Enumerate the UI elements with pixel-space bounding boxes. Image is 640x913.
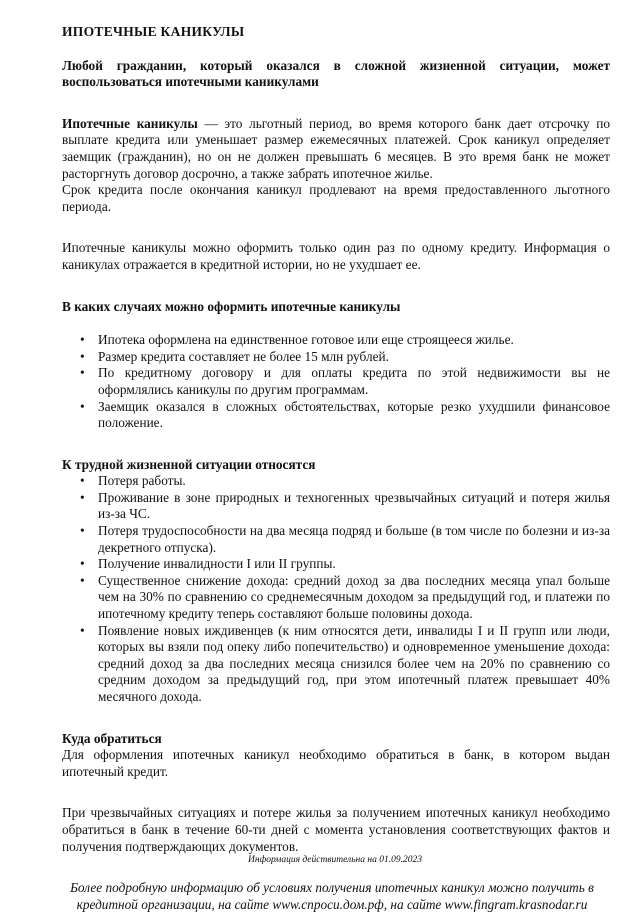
once-note-paragraph: Ипотечные каникулы можно оформить только один раз по одному кредиту. Информация о каникулах отражается в кредитной истории, но не ухудшает ее.	[62, 240, 610, 272]
intro-definition: — это льготный период, во время которого банк дает отсрочку по выплате кредита или уменьшает размер ежемесячных платежей. Срок каникул определяет заемщик (гражданин), но он не должен превышать 6 месяцев. В это время банк не может расторгнуть договор досрочно, а также забрать ипотечное жилье.	[62, 115, 610, 181]
bullet-icon: •	[80, 473, 85, 489]
cases-list	[62, 332, 610, 432]
list-item: • Потеря работы.	[80, 473, 186, 489]
page-title: ИПОТЕЧНЫЕ КАНИКУЛЫ	[62, 24, 245, 39]
bullet-icon: •	[80, 622, 85, 638]
intro-term: Ипотечные каникулы	[62, 115, 198, 131]
bullet-icon: •	[80, 489, 85, 505]
situations-list	[62, 473, 610, 705]
situations-heading: К трудной жизненной ситуации относятся	[62, 456, 316, 472]
bullet-icon: •	[80, 398, 85, 414]
list-item: • Потеря трудоспособности на два месяца подряд и больше (в том числе по болезни и из-за декретного отпуска).	[80, 523, 610, 555]
emergency-paragraph: При чрезвычайных ситуациях и потере жилья за получением ипотечных каникул необходимо обратиться в банк в течение 60-ти дней с момента установления соответствующих фактов и получения подтверждающих документов.	[62, 805, 610, 854]
list-item: • По кредитному договору и для оплаты кредита по этой недвижимости вы не оформлялись каникулы по другим программам.	[80, 365, 610, 397]
bullet-icon: •	[80, 523, 85, 539]
bullet-icon: •	[80, 572, 85, 588]
lead-paragraph: Любой гражданин, который оказался в сложной жизненной ситуации, может воспользоваться ипотечными каникулами	[62, 57, 610, 90]
list-item: • Проживание в зоне природных и техногенных чрезвычайных ситуаций и потеря жилья из-за ЧС.	[80, 489, 610, 522]
list-item: • Заемщик оказался в сложных обстоятельствах, которые резко ухудшили финансовое положение.	[80, 398, 610, 431]
bullet-icon: •	[80, 332, 85, 348]
where-heading: Куда обратиться	[62, 730, 162, 746]
bullet-icon: •	[80, 556, 85, 572]
where-paragraph: Для оформления ипотечных каникул необходимо обратиться в банк, в котором выдан ипотечный кредит.	[62, 747, 610, 779]
bullet-icon: •	[80, 348, 85, 364]
extension-paragraph: Срок кредита после окончания каникул продлевают на время предоставленного льготного периода.	[62, 182, 610, 214]
list-item: • Ипотека оформлена на единственное готовое или еще строящееся жилье.	[80, 332, 514, 348]
cases-heading: В каких случаях можно оформить ипотечные каникулы	[62, 298, 401, 314]
list-item: • Получение инвалидности I или II группы.	[80, 556, 336, 572]
list-item: • Размер кредита составляет не более 15 млн рублей.	[80, 348, 389, 364]
bullet-icon: •	[80, 365, 85, 381]
list-item: • Существенное снижение дохода: средний доход за два последних месяца упал больше чем на 30% по сравнению со среднемесячным доходом за предыдущий год, и платежи по ипотечному кредиту теперь составляют больше половины дохода.	[80, 572, 610, 622]
footer-note: Более подробную информацию об условиях получения ипотечных каникул можно получить в кредитной организации, на сайте www.спроси.дом.рф, на сайте www.fingram.krasnodar.ru	[70, 880, 594, 912]
intro-paragraph	[62, 116, 610, 182]
list-item: • Появление новых иждивенцев (к ним относятся дети, инвалиды I и II групп или люди, которых вы взяли под опеку либо попечительство) и одновременное уменьшение дохода: средний доход за два последних месяца снизился более чем на 20% по сравнению со средним доходом за предыдущий год, при этом ипотечный платеж превышает 40% месячного дохода.	[80, 622, 610, 704]
footer-date: Информация действительна на 01.09.2023	[248, 855, 422, 865]
